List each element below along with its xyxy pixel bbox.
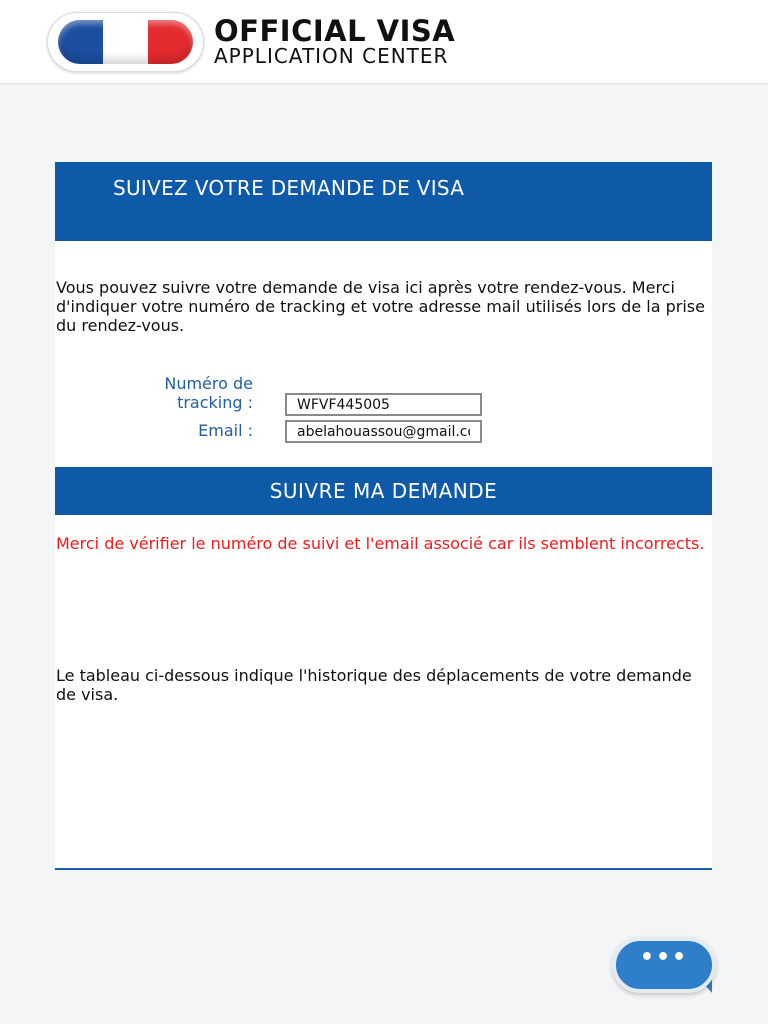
tracking-label: Numéro de tracking :	[164, 374, 253, 412]
chat-dots: •••	[639, 945, 689, 970]
error-message: Merci de vérifier le numéro de suivi et l'email associé car ils semblent incorrects.	[56, 534, 705, 553]
tracking-input[interactable]	[285, 393, 482, 416]
intro-text: Vous pouvez suivre votre demande de visa ici après votre rendez-vous. Merci d'indiquer votre numéro de tracking et votre adresse mail utilisés lors de la prise du rendez-vous.	[56, 278, 705, 335]
brand-subtitle: APPLICATION CENTER	[214, 44, 449, 68]
card-header	[55, 162, 712, 241]
tracking-card	[55, 162, 712, 868]
page-title: SUIVEZ VOTRE DEMANDE DE VISA	[113, 176, 465, 200]
brand-title: OFFICIAL VISA	[214, 14, 456, 48]
email-field[interactable]	[285, 420, 482, 443]
history-text: Le tableau ci-dessous indique l'historique des déplacements de votre demande de visa.	[56, 666, 692, 704]
card-divider	[55, 868, 712, 870]
logo[interactable]	[47, 12, 204, 72]
site-header	[0, 0, 768, 84]
france-flag-icon	[58, 20, 193, 64]
email-label: Email :	[198, 421, 253, 440]
chat-button[interactable]	[612, 937, 716, 993]
track-request-button[interactable]: SUIVRE MA DEMANDE	[55, 467, 712, 515]
